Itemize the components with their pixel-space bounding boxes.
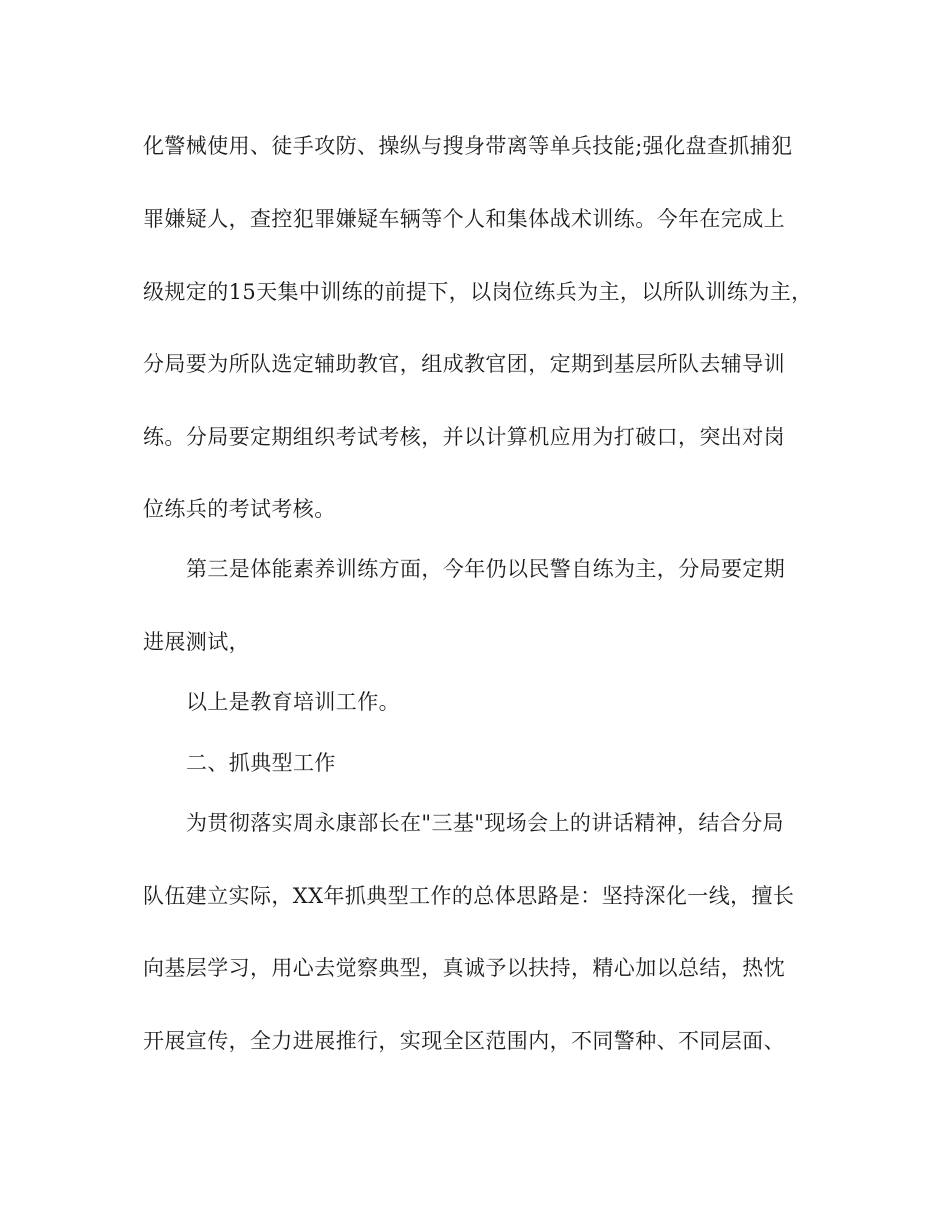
- body-text-line: 开展宣传，全力进展推行，实现全区范围内，不同警种、不同层面、: [143, 1029, 785, 1053]
- body-text-line: 罪嫌疑人，查控犯罪嫌疑车辆等个人和集体战术训练。今年在完成上: [143, 207, 785, 231]
- section-heading: 二、抓典型工作: [186, 751, 336, 775]
- body-text-line: 化警械使用、徒手攻防、操纵与搜身带离等单兵技能;强化盘查抓捕犯: [143, 134, 793, 158]
- body-text-line: 向基层学习，用心去觉察典型，真诚予以扶持，精心加以总结，热忱: [143, 956, 785, 980]
- paragraph-start-line: 以上是教育培训工作。: [186, 690, 400, 714]
- paragraph-start-line: 为贯彻落实周永康部长在"三基"现场会上的讲话精神，结合分局: [186, 811, 784, 835]
- body-text-line: 位练兵的考试考核。: [143, 497, 336, 521]
- body-text-line: 级规定的15天集中训练的前提下，以岗位练兵为主，以所队训练为主，: [143, 280, 813, 304]
- body-text-line: 队伍建立实际，XX年抓典型工作的总体思路是：坚持深化一线，擅长: [143, 884, 795, 908]
- body-text-line: 练。分局要定期组织考试考核，并以计算机应用为打破口，突出对岗: [143, 425, 785, 449]
- body-text-line: 进展测试，: [143, 630, 250, 654]
- body-text-line: 分局要为所队选定辅助教官，组成教官团，定期到基层所队去辅导训: [143, 352, 785, 376]
- paragraph-start-line: 第三是体能素养训练方面，今年仍以民警自练为主，分局要定期: [186, 557, 786, 581]
